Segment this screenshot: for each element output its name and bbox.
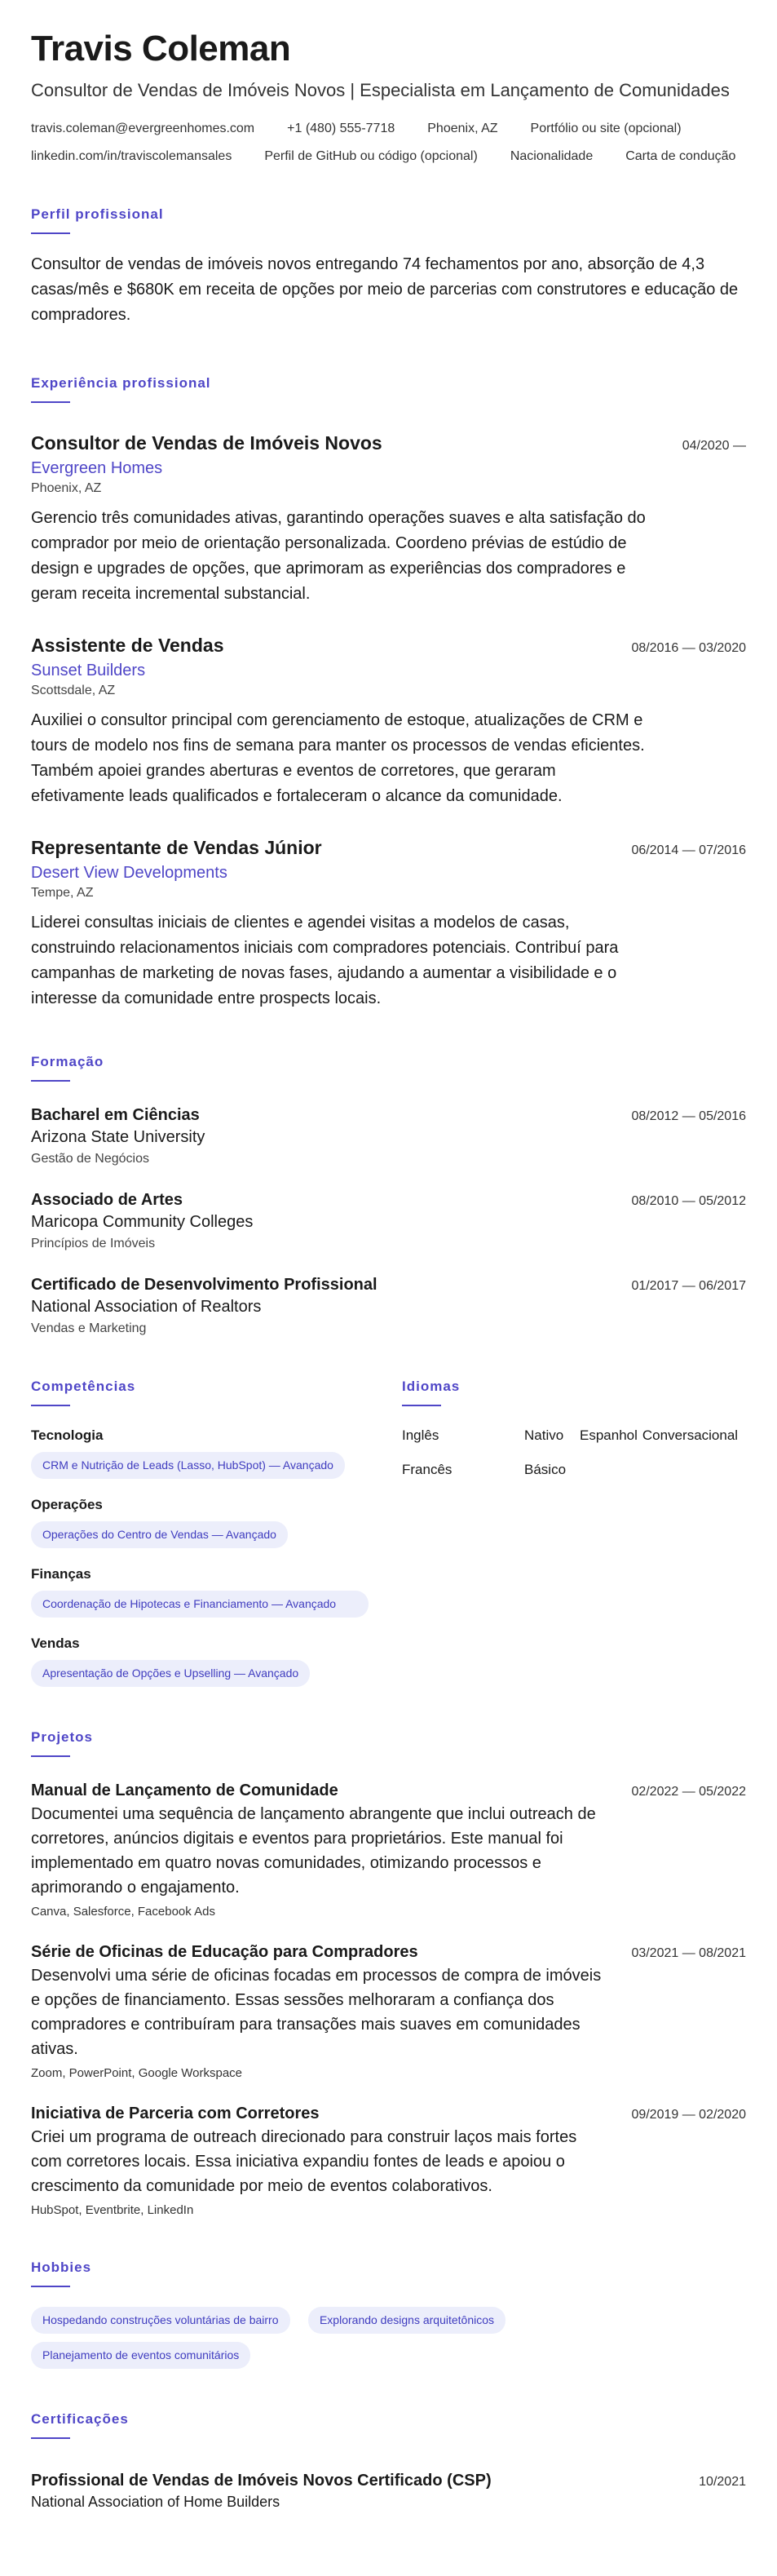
school-name: National Association of Realtors: [31, 1298, 262, 1317]
job-location: Scottsdale, AZ: [31, 684, 116, 698]
project-tools: Canva, Salesforce, Facebook Ads: [31, 1904, 215, 1919]
resume-header: [31, 29, 746, 164]
project-tools: HubSpot, Eventbrite, LinkedIn: [31, 2202, 194, 2217]
project-title: Manual de Lançamento de Comunidade: [31, 1781, 338, 1799]
skill-pill: Coordenação de Hipotecas e Financiamento — Avançado: [31, 1591, 369, 1618]
section-divider: [31, 232, 70, 234]
candidate-name: Travis Coleman: [31, 29, 291, 69]
certification-date: 10/2021: [699, 2474, 746, 2489]
profile-section: [31, 206, 746, 328]
certification-issuer: National Association of Home Builders: [31, 2493, 280, 2510]
job-description: Liderei consultas iniciais de clientes e agendei visitas a modelos de casas, construindo relacionamentos iniciais com compradores potenciais. Contribuí para campanhas de marketing de novas fases, ajudando a aumentar a visibilidade e o interesse da comunidade entre prospects locais.: [31, 914, 619, 1008]
degree-title: Bacharel em Ciências: [31, 1106, 200, 1125]
skill-category: Vendas: [31, 1635, 80, 1652]
skill-category: Operações: [31, 1497, 103, 1513]
education-section: [31, 1054, 746, 1336]
section-divider: [31, 1755, 70, 1757]
section-title-projects: Projetos: [31, 1728, 94, 1745]
project-title: Série de Oficinas de Educação para Compradores: [31, 1942, 418, 1961]
section-divider: [31, 401, 70, 403]
section-divider: [31, 2437, 70, 2439]
language-level: Básico: [524, 1462, 567, 1478]
skill-category: Finanças: [31, 1566, 91, 1582]
hobby-pill: Planejamento de eventos comunitários: [31, 2342, 250, 2369]
section-divider: [402, 1405, 441, 1406]
section-title-experience: Experiência profissional: [31, 375, 211, 392]
project-dates: 02/2022 — 05/2022: [631, 1784, 746, 1799]
degree-title: Associado de Artes: [31, 1191, 183, 1210]
contact-list: [31, 122, 746, 164]
experience-item: [31, 837, 746, 1011]
job-location: Phoenix, AZ: [31, 481, 102, 496]
section-divider: [31, 2286, 70, 2287]
language-name: Inglês: [402, 1427, 439, 1444]
section-title-education: Formação: [31, 1054, 104, 1070]
section-title-skills: Competências: [31, 1379, 136, 1395]
language-row: [402, 1462, 746, 1478]
language-row: [402, 1427, 746, 1444]
job-title: Consultor de Vendas de Imóveis Novos: [31, 432, 382, 454]
education-item: [31, 1106, 746, 1166]
language-name: Francês: [402, 1462, 453, 1478]
hobby-pill: Explorando designs arquitetônicos: [308, 2307, 505, 2334]
hobbies-section: [31, 2260, 746, 2369]
section-title-profile: Perfil profissional: [31, 206, 164, 223]
experience-item: [31, 635, 746, 809]
profile-summary: Consultor de vendas de imóveis novos entregando 74 fechamentos por ano, absorção de 4,3 casas/mês e $680K em receita de opções por meio de parcerias com construtores e educação de compradores.: [31, 255, 739, 325]
headline: Consultor de Vendas de Imóveis Novos | Especialista em Lançamento de Comunidades: [31, 80, 730, 101]
job-location: Tempe, AZ: [31, 886, 94, 901]
education-dates: 01/2017 — 06/2017: [631, 1279, 746, 1294]
education-item: [31, 1276, 746, 1336]
job-dates: 08/2016 — 03/2020: [631, 641, 746, 656]
field-of-study: Gestão de Negócios: [31, 1152, 149, 1166]
section-title-certifications: Certificações: [31, 2410, 129, 2427]
skill-pill: Apresentação de Opções e Upselling — Avançado: [31, 1660, 310, 1687]
skills-languages-row: [31, 1336, 746, 1687]
certifications-section: [31, 2411, 746, 2511]
job-dates: 04/2020 —: [682, 439, 746, 454]
project-item: [31, 2105, 746, 2217]
project-title: Iniciativa de Parceria com Corretores: [31, 2104, 320, 2122]
field-of-study: Vendas e Marketing: [31, 1321, 147, 1336]
project-description: Criei um programa de outreach direcionado para construir laços mais fortes com corretores locais. Essa iniciativa expandiu fontes de leads e apoiou o crescimento da comunidade por meio de eventos colaborativos.: [31, 2127, 577, 2195]
project-dates: 03/2021 — 08/2021: [631, 1945, 746, 1960]
education-dates: 08/2010 — 05/2012: [631, 1194, 746, 1209]
school-name: Maricopa Community Colleges: [31, 1213, 254, 1232]
skill-pill: CRM e Nutrição de Leads (Lasso, HubSpot) — Avançado: [31, 1452, 345, 1479]
project-dates: 09/2019 — 02/2020: [631, 2107, 746, 2122]
projects-section: [31, 1729, 746, 2217]
languages-section: [402, 1336, 746, 1687]
project-tools: Zoom, PowerPoint, Google Workspace: [31, 2065, 243, 2080]
section-divider: [31, 1405, 70, 1406]
contact-linkedin[interactable]: linkedin.com/in/traviscolemansales: [31, 149, 232, 164]
job-description: Auxiliei o consultor principal com gerenciamento de estoque, atualizações de CRM e tours de modelo nos fins de semana para manter os processos de vendas eficientes. Também apoiei grandes aberturas e eventos de corretores, que geraram efetivamente leads qualificados e fortaleceram o alcance da comunidade.: [31, 711, 645, 806]
contact-portfolio[interactable]: Portfólio ou site (opcional): [530, 122, 682, 136]
certification-item: [31, 2472, 746, 2511]
school-name: Arizona State University: [31, 1128, 205, 1147]
contact-github[interactable]: Perfil de GitHub ou código (opcional): [264, 149, 478, 164]
job-title: Assistente de Vendas: [31, 635, 224, 657]
experience-item: [31, 432, 746, 607]
project-item: [31, 1782, 746, 1919]
section-title-languages: Idiomas: [402, 1379, 461, 1395]
experience-section: [31, 375, 746, 1011]
hobby-list: [31, 2299, 746, 2369]
language-name: Espanhol: [580, 1427, 638, 1444]
project-description: Documentei uma sequência de lançamento abrangente que inclui outreach de corretores, anúncios digitais e eventos para proprietários. Este manual foi implementado em quatro novas comunidades, otimizando processos e aprimorando o engajamento.: [31, 1804, 596, 1897]
certification-title: Profissional de Vendas de Imóveis Novos Certificado (CSP): [31, 2471, 492, 2490]
company-name[interactable]: Evergreen Homes: [31, 459, 163, 478]
job-dates: 06/2014 — 07/2016: [631, 843, 746, 858]
section-divider: [31, 1080, 70, 1082]
degree-title: Certificado de Desenvolvimento Profissional: [31, 1276, 377, 1295]
language-level: Conversacional: [642, 1427, 739, 1444]
contact-email[interactable]: travis.coleman@evergreenhomes.com: [31, 122, 255, 136]
language-level: Nativo: [524, 1427, 564, 1444]
job-description: Gerencio três comunidades ativas, garantindo operações suaves e alta satisfação do comprador por meio de orientação personalizada. Coordeno prévias de estúdio de design e upgrades de opções, que aprimoram as experiências dos compradores e geram receita incremental substancial.: [31, 509, 646, 604]
section-title-hobbies: Hobbies: [31, 2259, 92, 2275]
contact-phone[interactable]: +1 (480) 555-7718: [287, 122, 395, 136]
field-of-study: Princípios de Imóveis: [31, 1237, 156, 1251]
job-title: Representante de Vendas Júnior: [31, 837, 322, 859]
education-item: [31, 1191, 746, 1251]
contact-nationality: Nacionalidade: [510, 149, 594, 164]
skill-category: Tecnologia: [31, 1427, 104, 1444]
contact-location: Phoenix, AZ: [427, 122, 498, 136]
education-dates: 08/2012 — 05/2016: [631, 1109, 746, 1124]
skills-section: [31, 1336, 402, 1687]
hobby-pill: Hospedando construções voluntárias de bairro: [31, 2307, 290, 2334]
company-name[interactable]: Sunset Builders: [31, 662, 146, 680]
project-item: [31, 1943, 746, 2080]
skill-pill: Operações do Centro de Vendas — Avançado: [31, 1521, 288, 1548]
company-name[interactable]: Desert View Developments: [31, 864, 227, 883]
project-description: Desenvolvi uma série de oficinas focadas em processos de compra de imóveis e opções de financiamento. Essas sessões melhoraram a confiança dos compradores e contribuíram para transações mais suaves em comunidades ativas.: [31, 1966, 602, 2058]
contact-driving-license: Carta de condução: [625, 149, 736, 164]
